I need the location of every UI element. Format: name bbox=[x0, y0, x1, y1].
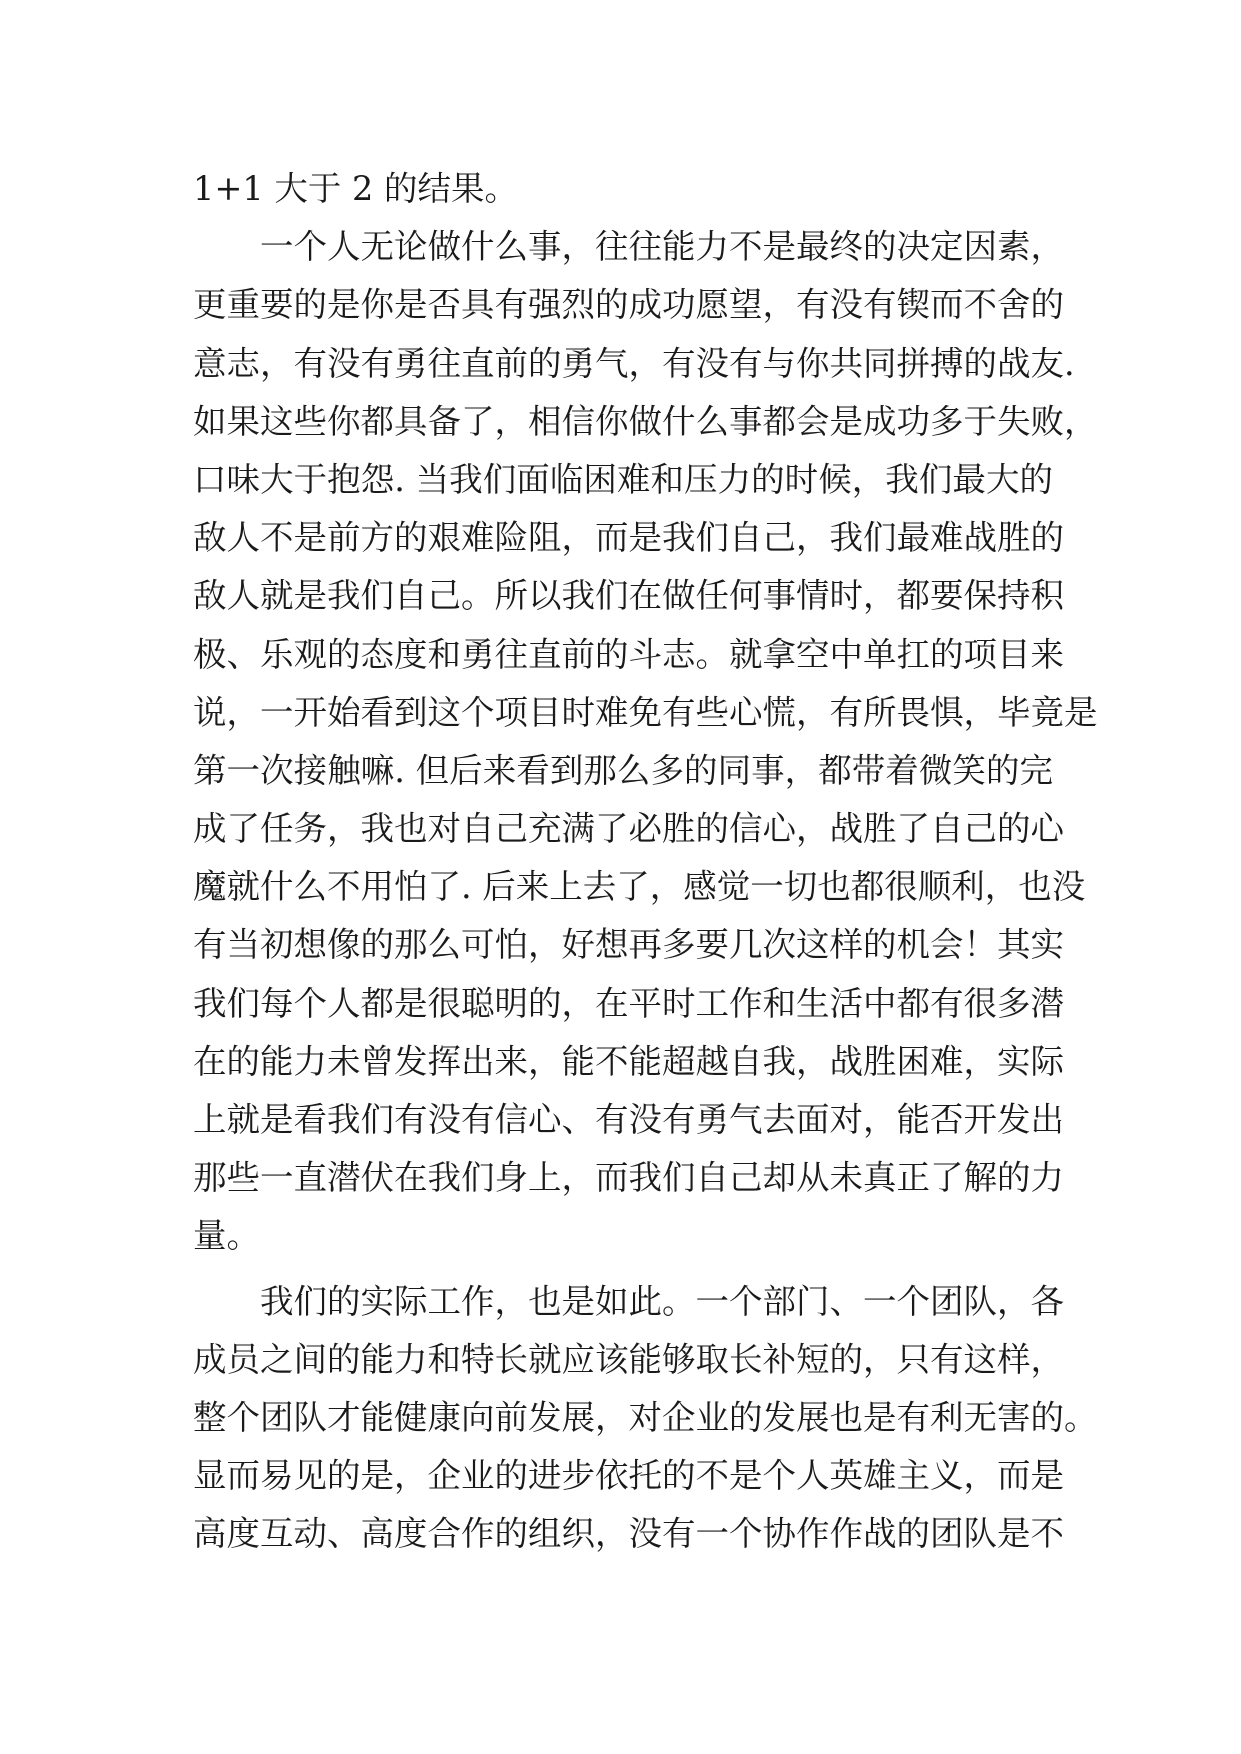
paragraph-line: 成了任务，我也对自己充满了必胜的信心，战胜了自己的心 bbox=[193, 809, 1064, 849]
paragraph-line: 那些一直潜伏在我们身上，而我们自己却从未真正了解的力 bbox=[193, 1158, 1064, 1198]
paragraph-line: 成员之间的能力和特长就应该能够取长补短的，只有这样， bbox=[193, 1339, 1064, 1379]
paragraph-line: 量。 bbox=[193, 1216, 260, 1256]
paragraph-line: 意志，有没有勇往直前的勇气，有没有与你共同拼搏的战友. bbox=[193, 343, 1075, 383]
paragraph-line: 我们的实际工作，也是如此。一个部门、一个团队，各 bbox=[260, 1281, 1064, 1321]
paragraph-line: 我们每个人都是很聪明的，在平时工作和生活中都有很多潜 bbox=[193, 983, 1064, 1023]
paragraph-line: 魔就什么不用怕了. 后来上去了，感觉一切也都很顺利，也没 bbox=[193, 867, 1086, 907]
paragraph-line: 如果这些你都具备了，相信你做什么事都会是成功多于失败， bbox=[193, 401, 1098, 441]
paragraph-spacer bbox=[193, 1266, 1053, 1273]
paragraph-line: 口味大于抱怨. 当我们面临困难和压力的时候，我们最大的 bbox=[193, 459, 1053, 499]
paragraph-line: 敌人就是我们自己。所以我们在做任何事情时，都要保持积 bbox=[193, 576, 1064, 616]
paragraph-line: 有当初想像的那么可怕，好想再多要几次这样的机会！其实 bbox=[193, 925, 1064, 965]
paragraph-line: 一个人无论做什么事，往往能力不是最终的决定因素， bbox=[260, 227, 1064, 267]
document-body bbox=[193, 160, 1098, 1564]
paragraph-line: 上就是看我们有没有信心、有没有勇气去面对，能否开发出 bbox=[193, 1100, 1064, 1139]
paragraph-line: 更重要的是你是否具有强烈的成功愿望，有没有锲而不舍的 bbox=[193, 285, 1064, 325]
paragraph-line: 说，一开始看到这个项目时难免有些心慌，有所畏惧，毕竟是 bbox=[193, 692, 1098, 732]
paragraph-line: 敌人不是前方的艰难险阻，而是我们自己，我们最难战胜的 bbox=[193, 518, 1064, 558]
paragraph-line: 在的能力未曾发挥出来，能不能超越自我，战胜困难，实际 bbox=[193, 1041, 1064, 1081]
paragraph-line: 显而易见的是，企业的进步依托的不是个人英雄主义，而是 bbox=[193, 1456, 1064, 1496]
paragraph-line: 1+1 大于 2 的结果。 bbox=[193, 169, 518, 208]
paragraph-line: 高度互动、高度合作的组织，没有一个协作作战的团队是不 bbox=[193, 1514, 1064, 1554]
paragraph-line: 极、乐观的态度和勇往直前的斗志。就拿空中单扛的项目来 bbox=[193, 634, 1064, 674]
paragraph-line: 第一次接触嘛. 但后来看到那么多的同事，都带着微笑的完 bbox=[193, 750, 1053, 790]
paragraph-line: 整个团队才能健康向前发展，对企业的发展也是有利无害的。 bbox=[193, 1397, 1098, 1437]
